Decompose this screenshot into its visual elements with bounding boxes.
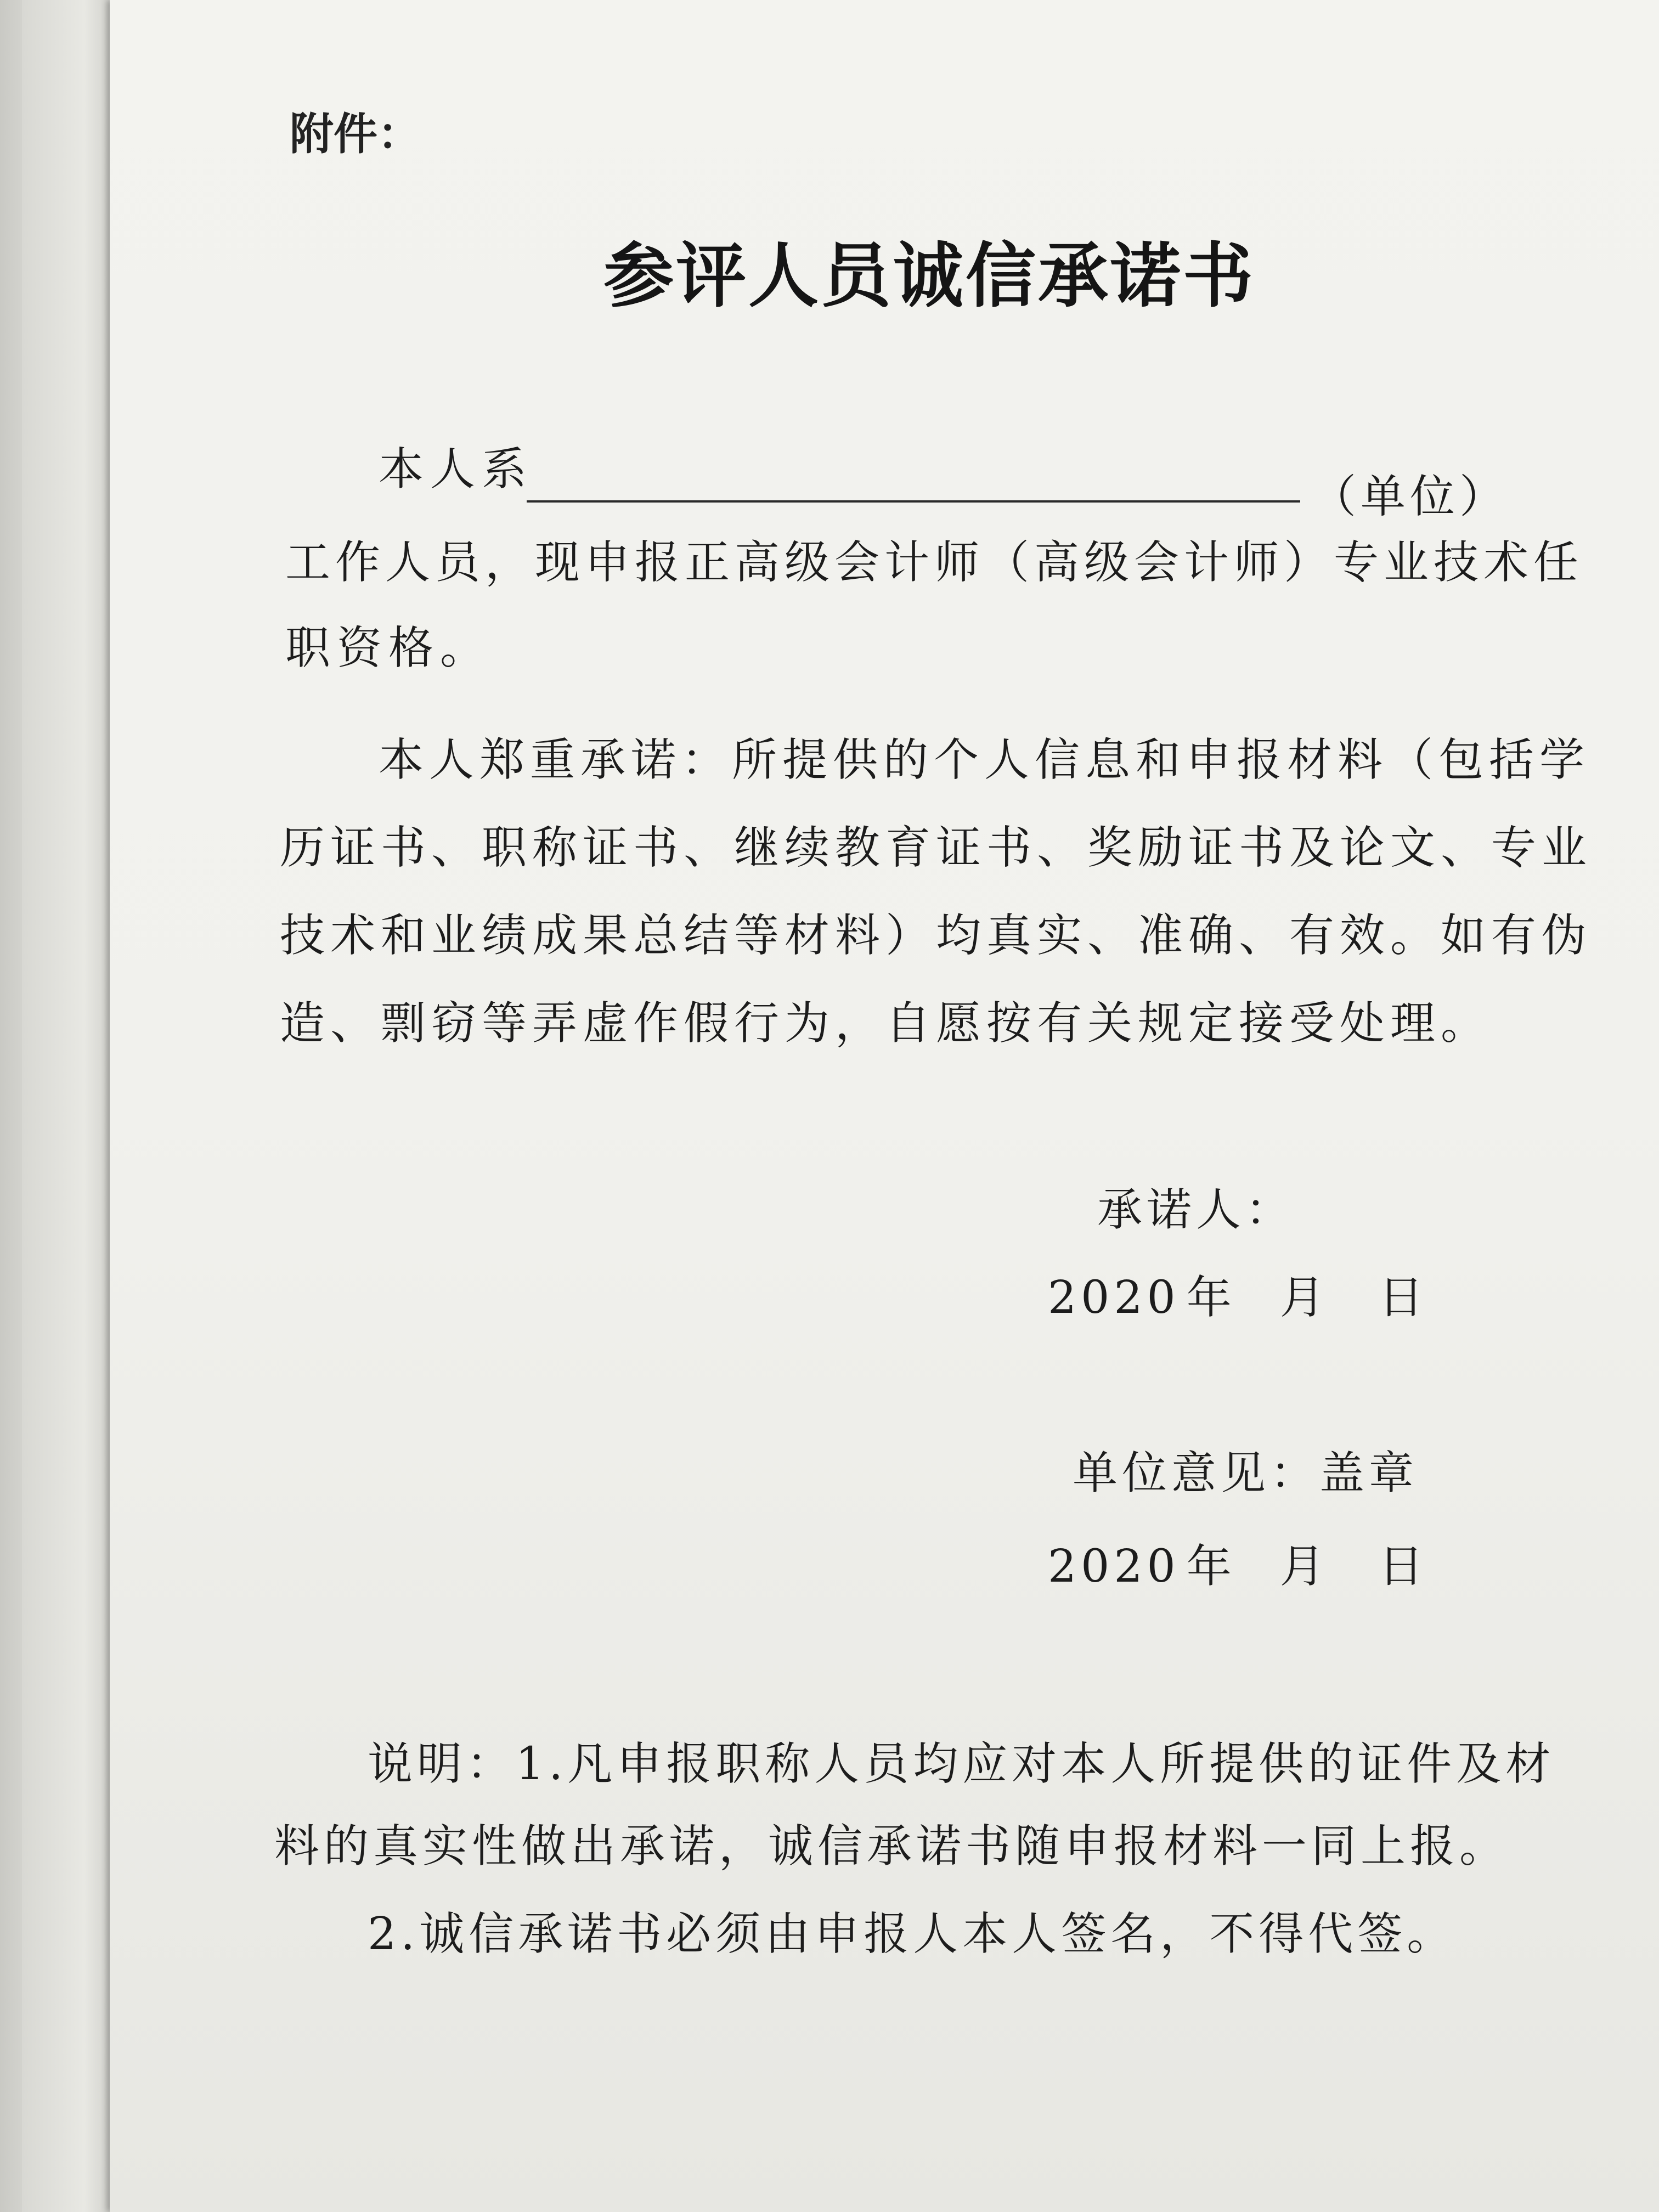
para2-line3: 技术和业绩成果总结等材料）均真实、准确、有效。如有伪 xyxy=(280,910,1593,962)
promise-date xyxy=(1048,1262,1428,1326)
unit-blank-line xyxy=(527,500,1300,503)
promise-year-char: 年 xyxy=(1186,1272,1236,1324)
promise-month-char: 月 xyxy=(1279,1272,1329,1324)
unit-month-char: 月 xyxy=(1279,1541,1329,1593)
unit-suffix: （单位） xyxy=(1311,471,1509,523)
notes-line1: 说明：1.凡申报职称人员均应对本人所提供的证件及材 xyxy=(368,1738,1555,1790)
para2-line4: 造、剽窃等弄虚作假行为，自愿按有关规定接受处理。 xyxy=(280,997,1492,1049)
unit-opinion-label: 单位意见：盖章 xyxy=(1073,1447,1419,1499)
para1-line2: 工作人员，现申报正高级会计师（高级会计师）专业技术任 xyxy=(285,537,1584,589)
para2-line2: 历证书、职称证书、继续教育证书、奖励证书及论文、专业 xyxy=(280,822,1593,874)
unit-year: 2020 xyxy=(1048,1541,1180,1593)
notes-line2: 料的真实性做出承诺，诚信承诺书随申报材料一同上报。 xyxy=(274,1820,1509,1872)
unit-prefix: 本人系 xyxy=(379,443,534,495)
unit-year-char: 年 xyxy=(1186,1541,1236,1593)
para2-line1: 本人郑重承诺：所提供的个人信息和申报材料（包括学 xyxy=(379,734,1590,786)
attachment-label: 附件： xyxy=(290,109,421,160)
unit-day-char: 日 xyxy=(1378,1541,1428,1593)
promise-day-char: 日 xyxy=(1378,1272,1428,1324)
promiser-label: 承诺人： xyxy=(1097,1184,1295,1236)
unit-date xyxy=(1048,1531,1428,1595)
promise-year: 2020 xyxy=(1048,1272,1180,1324)
document-page xyxy=(110,0,1659,2212)
notes-line3: 2.诚信承诺书必须由申报人本人签名，不得代签。 xyxy=(368,1908,1457,1960)
para1-line3: 职资格。 xyxy=(285,622,492,674)
document-title: 参评人员诚信承诺书 xyxy=(603,235,1256,317)
